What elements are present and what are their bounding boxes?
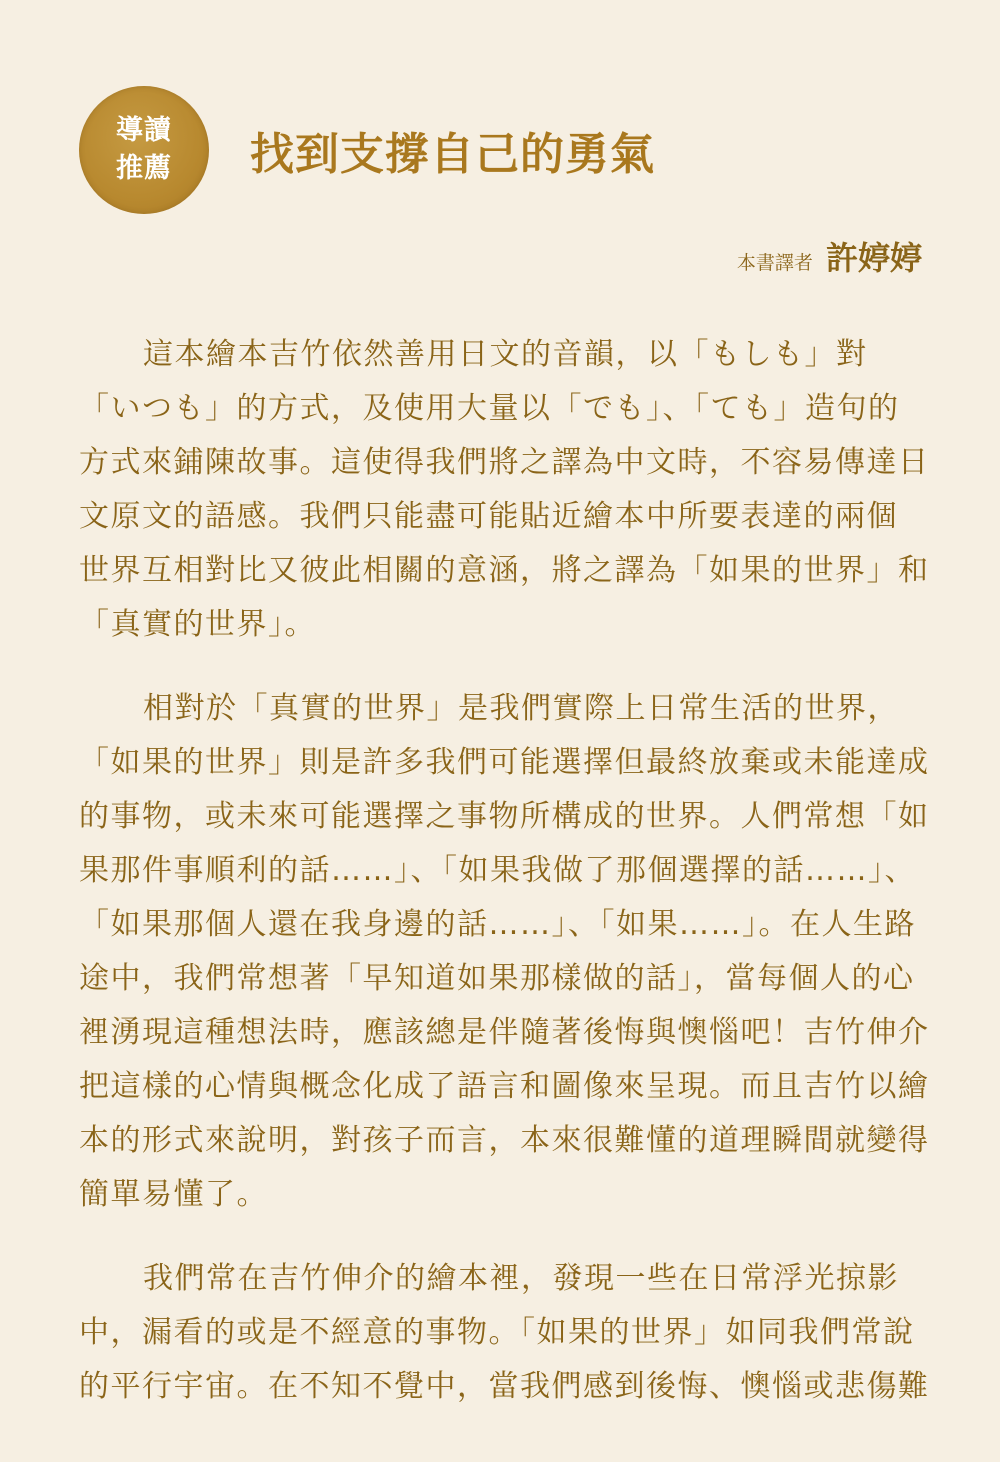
paragraph-line: 「真實的世界」。 [79, 607, 316, 642]
badge-line-2: 推薦 [116, 153, 172, 184]
paragraph-2 [79, 682, 931, 1222]
translator-name: 許婷婷 [825, 239, 922, 277]
paragraph-line: 中，漏看的或是不經意的事物。「如果的世界」如同我們常說 [79, 1315, 915, 1350]
paragraph-line: 途中，我們常想著「早知道如果那樣做的話」，當每個人的心 [79, 961, 915, 996]
paragraph-line: 的事物，或未來可能選擇之事物所構成的世界。人們常想「如 [79, 799, 930, 834]
paragraph-line: 果那件事順利的話……」、「如果我做了那個選擇的話……」、 [79, 853, 916, 888]
paragraph-line: 裡湧現這種想法時，應該總是伴隨著後悔與懊惱吧！吉竹伸介 [79, 1015, 930, 1050]
translator-label: 本書譯者 [736, 252, 813, 274]
paragraph-line: 相對於「真實的世界」是我們實際上日常生活的世界， [143, 691, 899, 726]
paragraph-line: 這本繪本吉竹依然善用日文的音韻，以「もしも」對 [143, 337, 868, 372]
paragraph-line: 「如果那個人還在我身邊的話……」、「如果……」。在人生路 [79, 907, 916, 942]
paragraph-line: 文原文的語感。我們只能盡可能貼近繪本中所要表達的兩個 [79, 499, 898, 534]
paragraph-3 [79, 1252, 931, 1414]
paragraph-line: 簡單易懂了。 [79, 1177, 268, 1212]
paragraph-line: 方式來鋪陳故事。這使得我們將之譯為中文時，不容易傳達日 [79, 445, 930, 480]
paragraph-line: 本的形式來說明，對孩子而言，本來很難懂的道理瞬間就變得 [79, 1123, 930, 1158]
translator-credit [737, 233, 922, 279]
paragraph-line: 「いつも」的方式，及使用大量以「でも」、「ても」造句的 [79, 391, 900, 426]
badge-line-1: 導讀 [116, 115, 172, 146]
reading-recommendation-badge [79, 86, 209, 214]
paragraph-1 [79, 328, 931, 652]
page-title: 找到支撐自己的勇氣 [250, 129, 655, 180]
paragraph-line: 我們常在吉竹伸介的繪本裡，發現一些在日常浮光掠影 [143, 1261, 899, 1296]
paragraph-line: 世界互相對比又彼此相關的意涵，將之譯為「如果的世界」和 [79, 553, 930, 588]
paragraph-line: 的平行宇宙。在不知不覺中，當我們感到後悔、懊惱或悲傷難 [79, 1369, 930, 1404]
paragraph-line: 「如果的世界」則是許多我們可能選擇但最終放棄或未能達成 [79, 745, 930, 780]
paragraph-line: 把這樣的心情與概念化成了語言和圖像來呈現。而且吉竹以繪 [79, 1069, 930, 1104]
article-body [79, 328, 931, 1444]
